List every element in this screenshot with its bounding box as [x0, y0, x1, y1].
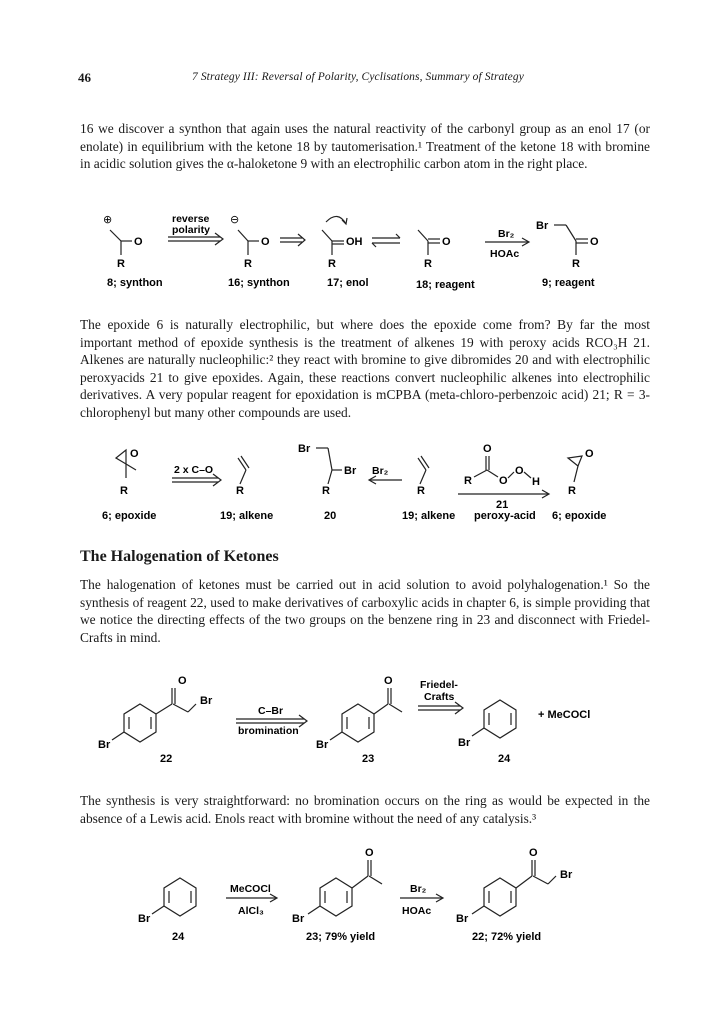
label-8-synthon: 8; synthon: [107, 277, 163, 289]
label-peroxy-acid: peroxy-acid: [474, 510, 536, 522]
hoac-reagent: HOAc: [402, 905, 432, 917]
compound-21-number: 21: [496, 499, 509, 511]
atom-o: O: [529, 847, 538, 859]
atom-r: R: [424, 258, 432, 270]
br2-reagent: Br₂: [498, 228, 515, 240]
minus-charge: ⊖: [230, 214, 240, 226]
label-19-alkene: 19; alkene: [402, 510, 456, 522]
atom-o: O: [130, 448, 139, 460]
bromination-label: bromination: [238, 725, 299, 737]
label-18-reagent: 18; reagent: [416, 279, 475, 291]
scheme-disconnection: [80, 674, 640, 770]
label-20: 20: [324, 510, 337, 522]
atom-o: O: [442, 236, 451, 248]
mecocl-label: + MeCOCl: [538, 709, 591, 721]
atom-br: Br: [456, 913, 469, 925]
label-17-enol: 17; enol: [327, 277, 369, 289]
atom-br: Br: [292, 913, 305, 925]
label-16-synthon: 16; synthon: [228, 277, 290, 289]
section-heading: The Halogenation of Ketones: [80, 548, 279, 565]
alcl3-reagent: AlCl₃: [238, 905, 264, 917]
atom-o: O: [590, 236, 599, 248]
atom-br: Br: [98, 739, 111, 751]
atom-o: O: [499, 475, 508, 487]
crafts-label: Crafts: [424, 691, 455, 703]
atom-r: R: [236, 485, 244, 497]
label-22: 22: [160, 753, 173, 765]
label-6-epoxide: 6; epoxide: [552, 510, 607, 522]
atom-br: Br: [298, 443, 311, 455]
atom-o: O: [585, 448, 594, 460]
label-6-epoxide: 6; epoxide: [102, 510, 157, 522]
two-c-o-label: 2 x C–O: [174, 464, 214, 476]
atom-r: R: [322, 485, 330, 497]
atom-o: O: [515, 465, 524, 477]
atom-o: O: [178, 675, 187, 687]
atom-o: O: [134, 236, 143, 248]
atom-r: R: [417, 485, 425, 497]
atom-o: O: [261, 236, 270, 248]
br2-reagent: Br₂: [410, 883, 427, 895]
atom-br: Br: [560, 869, 573, 881]
atom-br: Br: [536, 220, 549, 232]
label-19-alkene: 19; alkene: [220, 510, 274, 522]
atom-oh: OH: [346, 236, 363, 248]
atom-h: H: [532, 476, 540, 488]
cbr-label: C–Br: [258, 705, 284, 717]
scheme-epoxidation: [80, 440, 640, 522]
label-23: 23: [362, 753, 375, 765]
scheme-synthesis: [80, 846, 640, 946]
atom-r: R: [117, 258, 125, 270]
mecocl-reagent: MeCOCl: [230, 883, 271, 895]
paragraph-1: 16 we discover a synthon that again uses the natural reactivity of the carbonyl group as an enol 17 (or enolate) in equilibrium with the ketone 18 by tautomerisation.¹ Treatment of the ketone 18 with bromine in acidic solution gives the α-haloketone 9 with an electrophilic carbon atom in the right place.: [80, 121, 650, 171]
scheme-reversal-polarity: [80, 208, 640, 298]
atom-br: Br: [344, 465, 357, 477]
label-9-reagent: 9; reagent: [542, 277, 595, 289]
atom-br: Br: [138, 913, 151, 925]
atom-r: R: [572, 258, 580, 270]
atom-o: O: [365, 847, 374, 859]
label-24: 24: [498, 753, 511, 765]
plus-charge: ⊕: [103, 214, 113, 226]
label-22-yield: 22; 72% yield: [472, 931, 542, 943]
atom-r: R: [568, 485, 576, 497]
label-24: 24: [172, 931, 185, 943]
atom-br: Br: [458, 737, 471, 749]
br2-reagent: Br₂: [372, 465, 389, 477]
polarity-label: polarity: [172, 224, 210, 236]
running-title: 7 Strategy III: Reversal of Polarity, Cyclisations, Summary of Strategy: [192, 71, 524, 83]
paragraph-4: The synthesis is very straightforward: no bromination occurs on the ring as would be expected in the absence of a Lewis acid. Enols react with bromine without the need of any catalysis.³: [80, 793, 650, 826]
paragraph-3: The halogenation of ketones must be carried out in acid solution to avoid polyhalogenation.¹ So the synthesis of reagent 22, used to make derivatives of carboxylic acids in chapter 6, is simple providing that we notice the directing effects of the two groups on the benzene ring in 23 and disconnect with Friedel-Crafts in mind.: [80, 577, 650, 645]
reverse-label: reverse: [172, 213, 210, 225]
atom-br: Br: [200, 695, 213, 707]
atom-r: R: [464, 475, 472, 487]
page-number: 46: [78, 70, 91, 85]
atom-r: R: [328, 258, 336, 270]
atom-r: R: [120, 485, 128, 497]
atom-o: O: [384, 675, 393, 687]
atom-o: O: [483, 443, 492, 455]
hoac-reagent: HOAc: [490, 248, 520, 260]
label-23-yield: 23; 79% yield: [306, 931, 376, 943]
friedel-label: Friedel-: [420, 679, 458, 691]
paragraph-2: The epoxide 6 is naturally electrophilic, but where does the epoxide come from? By far the most important method of epoxide synthesis is the treatment of alkenes 19 with peroxy acids RCO₃H 21. Alkenes are naturally nucleophilic:² they react with bromine to give dibromides 20 and with electrophilic peroxyacids 21 to give epoxides. Again, these reactions convert nucleophilic alkenes into electrophilic derivatives. A very popular reagent for epoxidation is mCPBA (meta-chloro-perbenzoic acid) 21; R = 3-chlorophenyl but many other compounds are used.: [80, 317, 650, 420]
atom-br: Br: [316, 739, 329, 751]
atom-r: R: [244, 258, 252, 270]
